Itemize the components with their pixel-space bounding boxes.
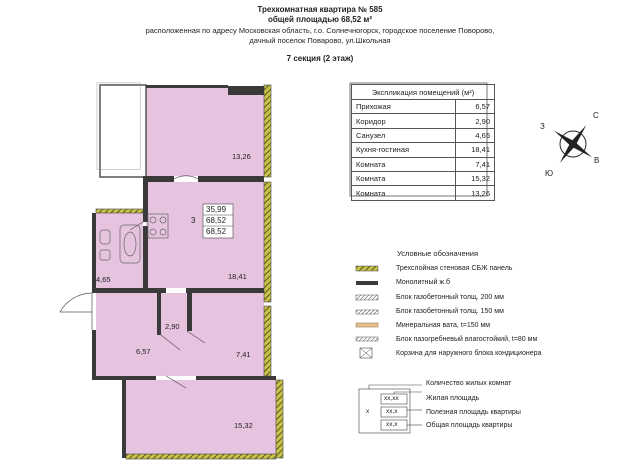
table-row: Прихожая 6,57 (352, 100, 495, 114)
address-line-2: дачный поселок Поварово, ул.Школьная (249, 36, 391, 45)
legend-item: Корзина для наружного блока кондиционера (396, 350, 542, 357)
compass-west-label: З (540, 122, 545, 131)
explication-table (351, 84, 495, 201)
balcony (100, 85, 146, 177)
compass-north-label: С (593, 111, 599, 120)
plan-living-area: 35,99 (206, 205, 227, 214)
key-label: Общая площадь квартиры (426, 422, 513, 429)
table-row: Коридор 2,90 (352, 114, 495, 128)
legend-title: Условные обозначения (397, 249, 479, 258)
room-area-label: 4,65 (96, 275, 111, 284)
legend-item: Блок пазогребневый влагостойкий, t=80 мм (396, 336, 538, 343)
plan-useful-area: 68,52 (206, 216, 227, 225)
key-label: Количество жилых комнат (426, 380, 512, 387)
compass-south-label: Ю (545, 169, 554, 178)
key-label: Жилая площадь (426, 395, 480, 402)
compass-rose (552, 123, 593, 164)
entrance-door (60, 293, 92, 330)
room-area-label: 2,90 (165, 322, 180, 331)
legend-item: Блок газобетонный толщ. 150 мм (396, 308, 504, 315)
document-title: Трехкомнатная квартира № 585 (257, 5, 383, 14)
section-line: 7 секция (2 этаж) (286, 54, 354, 63)
key-cell-living: xx,xx (384, 395, 399, 402)
legend-item: Блок газобетонный толщ. 200 мм (396, 294, 504, 301)
room-area-label: 13,26 (232, 152, 251, 161)
table-row: Комната 15,32 (352, 171, 495, 185)
room-area-label: 15,32 (234, 421, 253, 430)
legend-swatches (356, 266, 378, 358)
room-area-label: 6,57 (136, 347, 151, 356)
room-area-label: 7,41 (236, 350, 251, 359)
plan-room-count: 3 (191, 216, 196, 225)
table-row: Комната 13,26 (352, 186, 495, 200)
key-room-count: x (366, 408, 370, 415)
table-row: Комната 7,41 (352, 157, 495, 171)
room-area-label: 18,41 (228, 272, 247, 281)
key-cell-useful: xx,x (386, 408, 398, 415)
table-title: Экспликация помещений (м²) (352, 85, 495, 100)
table-row: Санузел 4,65 (352, 128, 495, 142)
legend-item: Минеральная вата, t=150 мм (396, 322, 491, 329)
table-row: Кухня-гостиная 18,41 (352, 143, 495, 157)
legend-item: Монолитный ж.б (396, 279, 450, 286)
plan-total-area: 68,52 (206, 227, 227, 236)
key-label: Полезная площадь квартиры (426, 409, 521, 416)
compass-east-label: В (594, 156, 600, 165)
legend-item: Трехслойная стеновая СБЖ панель (396, 265, 513, 272)
total-area-line: общей площадью 68,52 м² (267, 15, 373, 24)
address-line-1: расположенная по адресу Московская область, г.о. Солнечногорск, городское поселение Поворово, (145, 26, 495, 35)
key-cell-total: xx,x (386, 421, 398, 428)
